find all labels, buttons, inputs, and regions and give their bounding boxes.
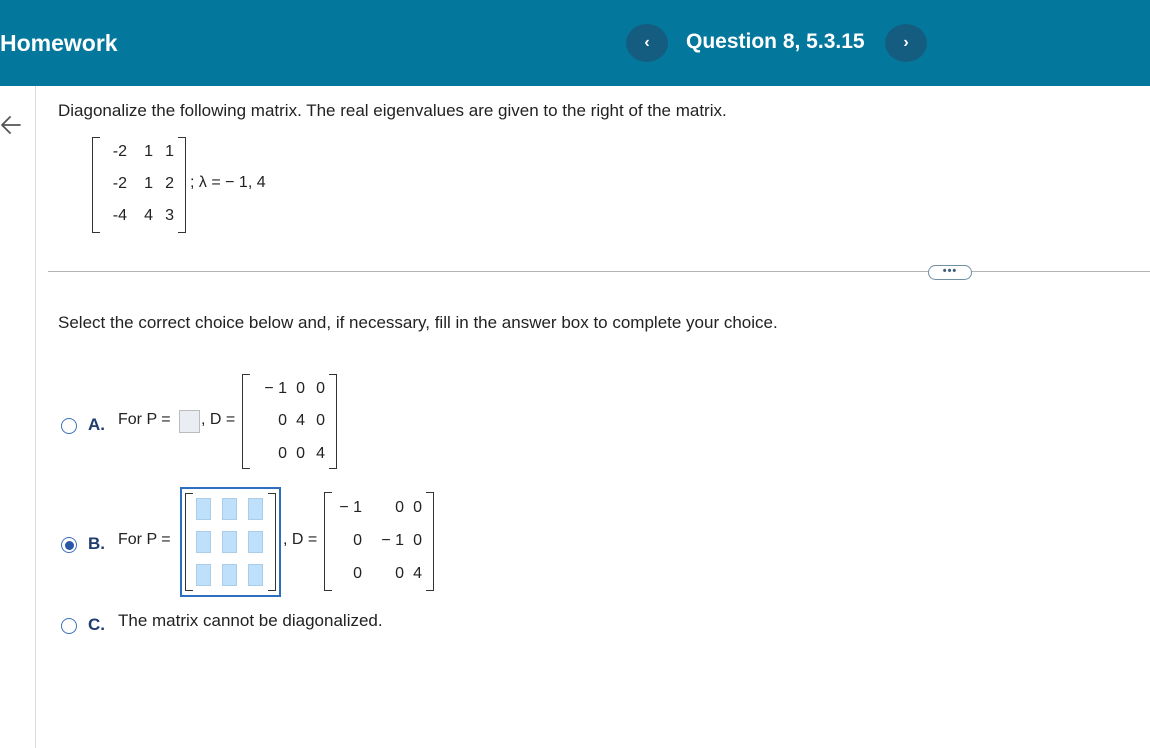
top-bar (0, 0, 1150, 86)
matrix-cell: 0 (413, 499, 422, 516)
matrix-cell: -4 (112, 207, 127, 224)
sidebar-divider (35, 86, 36, 748)
more-options-icon[interactable]: ••• (928, 265, 972, 280)
instruction-text: Select the correct choice below and, if necessary, fill in the answer box to complete your choice. (58, 313, 778, 332)
choice-b-for-p: For P = (118, 531, 171, 548)
matrix-cell: 3 (165, 207, 174, 224)
question-label: Question 8, 5.3.15 (686, 30, 865, 53)
matrix-cell: 0 (296, 380, 305, 397)
matrix-cell: 0 (278, 445, 287, 462)
choice-b-p-matrix-input[interactable] (180, 487, 281, 597)
homework-title: Homework (0, 30, 118, 56)
choice-a-d-matrix (242, 374, 337, 469)
matrix-right-bracket (329, 374, 337, 469)
matrix-cell: 0 (413, 532, 422, 549)
p-matrix-cell-input[interactable] (248, 564, 263, 586)
p-matrix-cell-input[interactable] (248, 531, 263, 553)
matrix-cell: 0 (316, 380, 325, 397)
matrix-cell: 0 (296, 445, 305, 462)
p-matrix-cell-input[interactable] (196, 564, 211, 586)
choice-c-text: The matrix cannot be diagonalized. (118, 611, 383, 630)
matrix-cell: 0 (278, 412, 287, 429)
choice-a-p-answer-box[interactable] (179, 410, 200, 433)
matrix-right-bracket (268, 493, 276, 591)
arrow-left-icon[interactable] (0, 114, 22, 136)
p-matrix-cell-input[interactable] (222, 498, 237, 520)
matrix-cell: − 1 (264, 380, 287, 397)
matrix-cell: 4 (413, 565, 422, 582)
eigenvalues-text: ; λ = − 1, 4 (190, 174, 266, 191)
matrix-cell: 1 (144, 175, 153, 192)
question-matrix (92, 137, 186, 233)
question-prompt: Diagonalize the following matrix. The real eigenvalues are given to the right of the matrix. (58, 101, 727, 120)
choice-a-letter: A. (88, 415, 105, 434)
matrix-left-bracket (185, 493, 193, 591)
matrix-cell: 4 (296, 412, 305, 429)
matrix-cell: 0 (353, 565, 362, 582)
matrix-cell: 1 (144, 143, 153, 160)
p-matrix-cell-input[interactable] (222, 531, 237, 553)
next-question-button[interactable]: › (885, 24, 927, 62)
matrix-right-bracket (426, 492, 434, 591)
choice-b-d-label: , D = (283, 531, 318, 548)
matrix-right-bracket (178, 137, 186, 233)
matrix-left-bracket (242, 374, 250, 469)
matrix-cell: 0 (316, 412, 325, 429)
matrix-cell: 0 (395, 499, 404, 516)
choice-c-radio[interactable] (61, 618, 77, 634)
choice-b-radio[interactable] (61, 537, 77, 553)
matrix-cell: 4 (316, 445, 325, 462)
previous-question-button[interactable]: ‹ (626, 24, 668, 62)
matrix-cell: 1 (165, 143, 174, 160)
p-matrix-cell-input[interactable] (196, 498, 211, 520)
matrix-cell: 0 (395, 565, 404, 582)
matrix-cell: − 1 (381, 532, 404, 549)
choice-c-letter: C. (88, 615, 105, 634)
matrix-cell: -2 (112, 143, 127, 160)
matrix-cell: -2 (112, 175, 127, 192)
matrix-cell: 4 (144, 207, 153, 224)
matrix-left-bracket (92, 137, 100, 233)
section-divider (48, 271, 1150, 272)
matrix-cell: 2 (165, 175, 174, 192)
matrix-cell: − 1 (339, 499, 362, 516)
p-matrix-cell-input[interactable] (222, 564, 237, 586)
matrix-left-bracket (324, 492, 332, 591)
choice-a-d-label: , D = (201, 411, 236, 428)
choice-a-radio[interactable] (61, 418, 77, 434)
p-matrix-cell-input[interactable] (196, 531, 211, 553)
choice-a-for-p: For P = (118, 411, 171, 428)
matrix-cell: 0 (353, 532, 362, 549)
choice-b-letter: B. (88, 534, 105, 553)
choice-b-d-matrix (324, 492, 434, 591)
p-matrix-cell-input[interactable] (248, 498, 263, 520)
